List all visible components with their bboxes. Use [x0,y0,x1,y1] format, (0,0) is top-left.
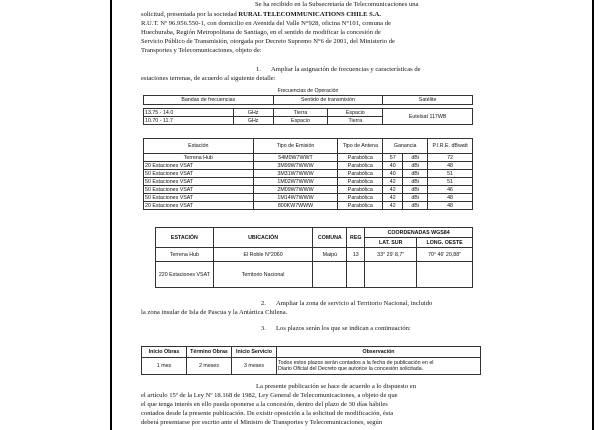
emission-cell: 3M99W7WWW [253,162,338,170]
station-cell: 220 Estaciones VSAT [156,262,214,288]
station-cell: Terrena Hub [156,248,214,262]
commune-cell [313,262,347,288]
table-row [156,248,473,262]
gain-unit-cell: dBi [403,154,428,162]
gain-cell: 40 [383,162,403,170]
station-cell: 50 Estaciones VSAT [144,178,254,186]
table-row [144,154,473,162]
col-header: Observación [277,347,481,358]
commune-cell: Maipú [313,248,347,262]
intro-line: Transportes y Telecomunicaciones, objeto de: [141,47,262,54]
table-row [144,186,473,194]
station-cell: 20 Estaciones VSAT [144,202,254,210]
gain-cell: 42 [383,194,403,202]
frequency-table [143,95,473,125]
closing-line: el que tenga interés en ello pueda oponerse a la concesión, dentro del plazo de 30 días hábiles [141,401,388,408]
direction-cell: Tierra [328,117,383,125]
station-cell: 20 Estaciones VSAT [144,162,254,170]
region-cell [347,262,365,288]
col-header: Tipo de Antena [338,139,383,154]
item-2-text: Ampliar la zona de servicio al Territorio Nacional, incluido [276,300,433,307]
band-cell: 10.70 - 11.7 [144,117,234,125]
col-header: P.I.R.E. dBwatt [428,139,473,154]
table-header-row [144,96,473,105]
antenna-cell: Parabólica [338,170,383,178]
terms-table [141,346,481,375]
pire-cell: 72 [428,154,473,162]
item-2-text-cont: la zona insular de Isla de Pascua y la Antártica Chilena. [141,309,288,316]
station-cell: Terrena Hub [144,154,254,162]
item-1-text-cont: estaciones terrenas, de acuerdo al siguiente detalle: [141,75,276,82]
pire-cell: 48 [428,194,473,202]
gain-cell: 40 [383,170,403,178]
col-header: Estación [144,139,254,154]
satellite-cell: Eutelsat 117WB [383,109,473,125]
station-cell: 50 Estaciones VSAT [144,170,254,178]
gain-unit-cell: dBi [403,170,428,178]
item-1-text: Ampliar la asignación de frecuencias y características de [271,66,421,73]
gain-cell: 42 [383,202,403,210]
table-row [144,170,473,178]
col-header: LONG. OESTE [417,238,473,248]
longitude-cell [417,262,473,288]
item-3-text: Los plazos serán los que se indican a continuación: [276,325,411,332]
antenna-cell: Parabólica [338,162,383,170]
col-header: UBICACIÓN [213,228,313,248]
table-row [144,162,473,170]
start-service-cell: 3 meses [232,358,277,375]
emission-cell: 800KW7WWW [253,202,338,210]
table-row [156,262,473,288]
antenna-cell: Parabólica [338,178,383,186]
col-header: REG [347,228,365,248]
table-row [142,358,481,375]
antenna-cell: Parabólica [338,202,383,210]
antenna-cell: Parabólica [338,186,383,194]
gain-cell: 42 [383,186,403,194]
table-header-row [144,139,473,154]
closing-line: deberá presentarse por escrito ante el Ministro de Transportes y Telecomunicaciones, según [141,419,383,426]
pire-cell: 48 [428,202,473,210]
col-header: COMUNA [313,228,347,248]
location-cell: El Roble N°2060 [213,248,313,262]
observation-line: Todos estos plazos serán contados a la fecha de publicación en el [278,360,434,366]
direction-cell: Tierra [273,109,328,117]
intro-line: R.U.T. Nº 96.956.550-1, con domicilio en Avenida del Valle N°928, oficina N°101, comuna de [141,20,391,27]
station-cell: 50 Estaciones VSAT [144,186,254,194]
longitude-cell: 70° 46' 20,88" [417,248,473,262]
start-works-cell: 1 mes [142,358,187,375]
table-row [144,178,473,186]
right-border-line [592,0,594,430]
gain-unit-cell: dBi [403,202,428,210]
gain-unit-cell: dBi [403,186,428,194]
item-1-number: 1. [256,66,261,73]
region-cell: 13 [347,248,365,262]
unit-cell: GHz [233,117,273,125]
band-cell: 13.75 - 14.0 [144,109,234,117]
col-header: Término Obras [187,347,232,358]
item-2-number: 2. [261,300,266,307]
col-header: COORDENADAS WGS84 [365,228,473,238]
company-name: RURAL TELECOMMUNICATIONS CHILE S.A. [238,11,381,18]
intro-line [141,11,581,19]
gain-unit-cell: dBi [403,194,428,202]
col-header: ESTACIÓN [156,228,214,248]
latitude-cell [365,262,417,288]
col-header: Satélite [383,96,473,105]
emission-cell: 1M14W7WWW [253,194,338,202]
gain-cell: 42 [383,178,403,186]
intro-line: Huechuraba, Región Metropolitana de Santiago, en el sentido de modificar la concesión de [141,29,381,36]
closing-line: La presente publicación se hace de acuerdo a lo dispuesto en [256,383,417,390]
location-cell: Territorio Nacional [213,262,313,288]
table-header-row [156,228,473,238]
station-table [143,138,473,210]
direction-cell: Espacio [328,109,383,117]
station-cell: 50 Estaciones VSAT [144,194,254,202]
location-table [155,227,473,288]
col-header: Bandas de frecuencias [144,96,274,105]
emission-cell: 2M09W7WWW [253,186,338,194]
closing-line: contados desde la presente publicación. De existir oposición a la solicitud de modificación, ésta [141,410,394,417]
intro-line: Se ha recibido en la Subsecretaría de Telecomunicaciones una [255,1,419,8]
antenna-cell: Parabólica [338,194,383,202]
intro-line: Servicio Público de Transmisión, otorgada por Decreto Supremo N°6 de 2001, del Ministerio de [141,38,395,45]
emission-cell: 3M31W7WWW [253,170,338,178]
table-header-row [142,347,481,358]
col-header: Inicio Servicio [232,347,277,358]
col-header: Tipo de Emisión [253,139,338,154]
col-header: LAT. SUR [365,238,417,248]
antenna-cell: Parabólica [338,154,383,162]
observation-cell [277,358,481,375]
col-header: Inicio Obras [142,347,187,358]
gain-cell: 57 [383,154,403,162]
item-3-number: 3. [261,325,266,332]
closing-line: el artículo 15º de la Ley Nº 18.168 de 1982, Ley General de Telecomunicaciones, a objeto de que [141,392,398,399]
pire-cell: 51 [428,178,473,186]
unit-cell: GHz [233,109,273,117]
pire-cell: 46 [428,186,473,194]
gain-unit-cell: dBi [403,178,428,186]
pire-cell: 51 [428,170,473,178]
observation-line: Diario Oficial del Decreto que autorice la concesión solicitada. [278,366,424,372]
col-header: Sentido de transmisión [273,96,383,105]
direction-cell: Espacio [273,117,328,125]
freq-table-caption: Frecuencias de Operación [277,88,339,94]
emission-cell: 1M02W7WWW [253,178,338,186]
emission-cell: 54M0W7WWT [253,154,338,162]
table-row [144,194,473,202]
table-row [144,202,473,210]
end-works-cell: 2 meses [187,358,232,375]
latitude-cell: 33° 29' 8,7" [365,248,417,262]
col-header: Ganancia [383,139,428,154]
left-border-line [110,0,112,430]
table-row [144,109,473,117]
pire-cell: 48 [428,162,473,170]
gain-unit-cell: dBi [403,162,428,170]
intro-text: solicitud, presentada por la sociedad [141,11,239,18]
